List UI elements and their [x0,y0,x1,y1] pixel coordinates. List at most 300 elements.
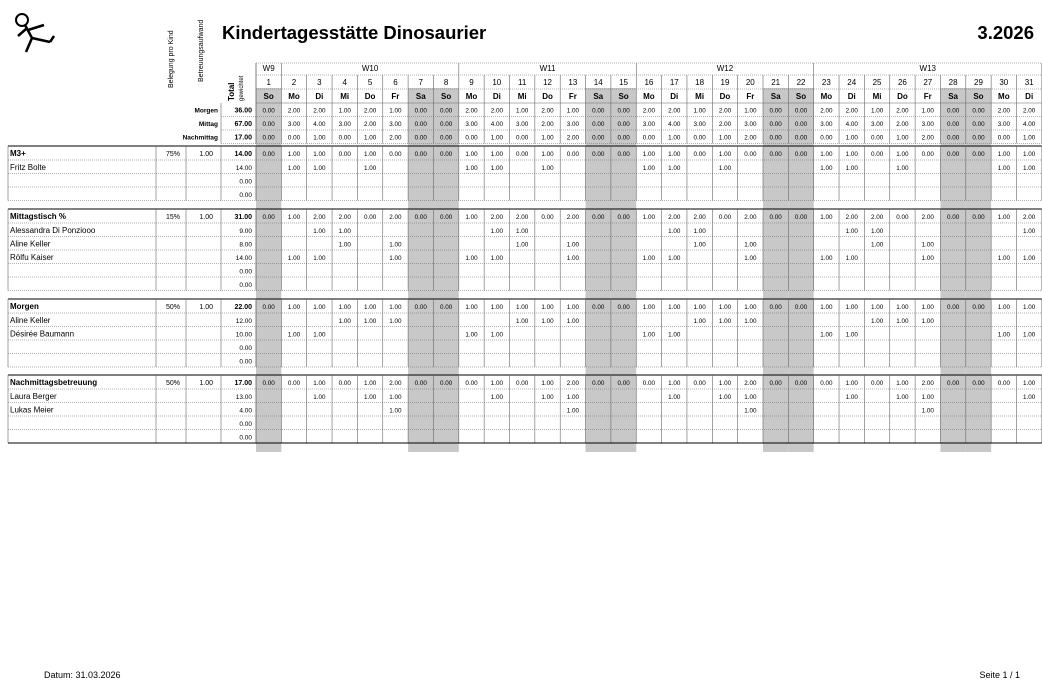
section-value: 0.00 [794,380,808,388]
weekday-label: So [795,92,807,101]
child-name: Lukas Meier [10,405,54,415]
section-value: 1.00 [541,380,554,388]
child-value: 1.00 [516,241,529,249]
day-number: 27 [923,78,933,87]
section-value: 2.00 [921,380,934,388]
section-percent: 50% [165,304,180,312]
child-value: 1.00 [693,227,706,235]
summary-value: 0.00 [465,134,478,142]
child-value: 1.00 [389,317,402,325]
summary-value: 3.00 [820,121,833,128]
summary-value: 2.00 [541,121,554,128]
weekday-label: Mo [288,92,300,101]
child-value: 1.00 [718,393,732,401]
section-value: 2.00 [1023,214,1036,222]
child-value: 1.00 [896,164,909,172]
child-value: 1.00 [541,164,554,172]
child-value: 1.00 [870,241,884,249]
summary-value: 0.00 [972,134,985,142]
section-value: 0.00 [363,214,377,222]
summary-value: 0.00 [338,134,351,142]
section-value: 2.00 [516,214,529,222]
section-value: 0.00 [592,380,605,388]
weekday-label: Mo [465,92,478,101]
section-value: 2.00 [845,214,858,222]
summary-value: 1.00 [896,134,909,142]
section-value: 2.00 [870,214,884,222]
summary-value: 0.00 [820,134,833,142]
section-value: 0.00 [946,214,960,222]
summary-value: 2.00 [718,107,732,115]
summary-value: 0.00 [997,134,1010,142]
section-value: 0.00 [414,380,427,388]
section-value: 0.00 [592,151,605,159]
week-label: W10 [361,64,379,73]
child-value: 1.00 [744,317,757,325]
child-value: 1.00 [820,164,833,172]
weekday-label: Sa [770,92,781,101]
section-value: 2.00 [921,214,934,222]
child-value: 1.00 [490,331,503,339]
section-value: 0.00 [617,214,630,222]
weekend-column [788,88,813,452]
summary-value: 0.00 [262,121,275,128]
section-value: 0.00 [794,151,808,159]
section-value: 2.00 [490,214,503,222]
page-title: Kindertagesstätte Dinosaurier [222,22,487,43]
section-value: 0.00 [693,380,706,388]
child-value: 1.00 [921,241,934,249]
summary-value: 1.00 [693,107,706,115]
child-value: 1.00 [997,254,1010,262]
summary-value: 1.00 [541,134,554,142]
section-value: 0.00 [769,304,782,312]
section-title: Mittagstisch % [10,212,67,222]
section-value: 1.00 [744,304,757,312]
weekday-label: Mi [872,92,882,101]
summary-value: 1.00 [389,107,402,115]
section-value: 0.00 [870,380,884,388]
section-total: 31.00 [234,214,252,222]
belegung-header: Belegung pro Kind [168,30,175,88]
section-value: 0.00 [439,380,453,388]
section-value: 1.00 [465,214,478,222]
weekday-label: Sa [415,92,426,101]
section-value: 1.00 [668,304,681,312]
summary-value: 2.00 [363,121,377,128]
day-number: 15 [619,78,629,87]
child-total: 4.00 [239,407,252,415]
summary-value: 2.00 [820,107,833,115]
summary-value: 1.00 [338,107,351,115]
weekday-label: Mo [998,92,1010,101]
section-value: 1.00 [668,151,681,159]
section-value: 0.00 [972,214,985,222]
section-value: 0.00 [465,380,478,388]
child-value: 1.00 [566,407,580,415]
section-value: 0.00 [820,380,833,388]
section-value: 0.00 [946,151,960,159]
summary-value: 1.00 [718,134,732,142]
section-value: 1.00 [363,380,377,388]
child-value: 1.00 [668,164,681,172]
child-value: 1.00 [465,331,478,339]
week-label: W12 [716,64,734,73]
day-number: 26 [897,78,907,87]
section-value: 1.00 [896,151,909,159]
section-value: 0.00 [516,151,529,159]
child-total: 0.00 [239,420,252,428]
summary-value: 3.00 [997,121,1010,128]
day-number: 21 [771,78,781,87]
day-number: 18 [695,78,705,87]
section-value: 0.00 [769,380,782,388]
day-number: 10 [492,78,502,87]
week-label: W11 [539,64,556,73]
section-value: 0.00 [262,214,275,222]
child-value: 1.00 [465,254,478,262]
day-number: 23 [821,78,831,87]
weekday-label: So [973,92,984,101]
section-value: 0.00 [541,214,554,222]
section-value: 1.00 [718,380,732,388]
summary-value: 0.00 [592,134,605,142]
section-value: 0.00 [693,151,706,159]
section-value: 0.00 [592,304,605,312]
summary-value: 3.00 [566,121,580,128]
child-name: Aline Keller [10,315,51,325]
summary-value: 3.00 [516,121,529,128]
section-value: 1.00 [820,304,833,312]
child-value: 1.00 [313,331,326,339]
section-value: 0.00 [769,214,782,222]
child-value: 1.00 [668,254,681,262]
section-value: 1.00 [541,151,554,159]
section-value: 0.00 [338,380,351,388]
child-value: 1.00 [997,331,1010,339]
section-value: 1.00 [718,304,732,312]
summary-value: 3.00 [465,121,478,128]
weekday-label: Di [492,92,501,101]
summary-value: 0.00 [439,134,453,142]
section-value: 0.00 [338,151,351,159]
child-value: 1.00 [541,317,554,325]
summary-value: 0.00 [642,134,656,142]
summary-value: 0.00 [946,121,960,128]
summary-value: 4.00 [490,121,503,128]
child-name: Désirée Baumann [10,329,75,339]
summary-value: 3.00 [287,121,301,128]
section-value: 0.00 [896,214,909,222]
section-value: 0.00 [718,214,732,222]
summary-value: 2.00 [363,107,377,115]
day-number: 2 [291,78,297,87]
section-value: 1.00 [338,304,351,312]
section-percent: 50% [165,380,180,388]
section-total: 14.00 [234,151,252,159]
day-number: 4 [342,78,347,87]
section-value: 1.00 [642,214,656,222]
weekday-label: Mo [643,92,655,101]
weekend-column [433,88,458,452]
section-value: 1.00 [566,304,580,312]
summary-value: 1.00 [744,107,757,115]
section-value: 0.00 [617,151,630,159]
summary-value: 0.00 [972,107,985,115]
section-factor: 1.00 [199,151,213,159]
total-header: Total [227,82,236,101]
section-value: 1.00 [845,151,858,159]
section-value: 1.00 [820,214,833,222]
child-value: 1.00 [516,227,529,235]
summary-value: 0.00 [414,121,427,128]
summary-value: 2.00 [921,134,934,142]
section-value: 1.00 [389,304,402,312]
summary-value: 0.00 [592,107,605,115]
summary-value: 0.00 [287,134,301,142]
weekday-label: Sa [593,92,604,101]
child-value: 1.00 [693,317,706,325]
footer-date: Datum: 31.03.2026 [44,670,121,680]
section-value: 0.00 [566,151,580,159]
section-value: 1.00 [287,151,301,159]
child-value: 1.00 [820,254,833,262]
child-value: 1.00 [744,393,757,401]
section-value: 0.00 [262,380,275,388]
section-value: 1.00 [997,151,1010,159]
day-number: 14 [593,78,603,87]
child-value: 1.00 [642,254,656,262]
section-value: 0.00 [262,304,275,312]
summary-value: 2.00 [490,107,503,115]
child-total: 0.00 [239,178,252,186]
section-value: 2.00 [566,380,580,388]
section-total: 17.00 [234,380,252,388]
child-value: 1.00 [921,407,934,415]
section-value: 1.00 [997,304,1010,312]
child-value: 1.00 [287,164,301,172]
section-value: 2.00 [313,214,326,222]
section-value: 1.00 [1023,151,1036,159]
section-value: 1.00 [313,151,326,159]
child-name: Fritz Bolte [10,162,47,172]
weekend-column [408,88,433,452]
child-value: 1.00 [845,227,858,235]
section-title: Nachmittagsbetreuung [10,378,98,388]
child-value: 1.00 [642,331,656,339]
summary-value: 2.00 [566,134,580,142]
section-value: 1.00 [490,151,503,159]
child-value: 1.00 [566,241,580,249]
section-title: M3+ [10,149,26,159]
child-value: 1.00 [1023,164,1036,172]
day-number: 29 [974,78,983,87]
summary-value: 0.00 [262,107,275,115]
summary-total: 67.00 [234,121,252,128]
summary-value: 0.00 [693,134,706,142]
weekday-label: Sa [948,92,959,101]
section-value: 1.00 [718,151,732,159]
section-value: 0.00 [642,380,656,388]
section-value: 1.00 [1023,380,1036,388]
summary-value: 2.00 [896,107,909,115]
child-total: 14.00 [235,254,252,262]
child-value: 1.00 [490,227,503,235]
child-value: 1.00 [642,164,656,172]
summary-value: 4.00 [313,121,326,128]
summary-value: 2.00 [541,107,554,115]
section-value: 2.00 [693,214,706,222]
child-value: 1.00 [490,393,503,401]
section-value: 1.00 [845,380,858,388]
weekday-label: Mi [340,92,350,101]
section-value: 1.00 [668,380,681,388]
child-value: 1.00 [363,317,377,325]
child-value: 1.00 [845,164,858,172]
weekday-label: Di [315,92,324,101]
day-number: 9 [469,78,474,87]
week-label: W13 [919,64,937,73]
section-value: 0.00 [972,380,985,388]
summary-value: 0.00 [946,134,960,142]
summary-value: 2.00 [744,134,757,142]
section-value: 2.00 [744,380,757,388]
day-number: 31 [1024,78,1034,87]
day-number: 3 [317,78,322,87]
section-value: 1.00 [997,214,1010,222]
section-value: 1.00 [870,304,884,312]
section-factor: 1.00 [199,380,213,388]
section-value: 0.00 [972,304,985,312]
day-number: 13 [568,78,578,87]
child-value: 1.00 [338,227,351,235]
summary-value: 0.00 [617,107,630,115]
summary-value: 2.00 [668,107,681,115]
child-value: 1.00 [693,241,706,249]
summary-value: 3.00 [744,121,757,128]
summary-value: 2.00 [642,107,656,115]
section-value: 1.00 [363,304,377,312]
summary-value: 2.00 [1023,107,1036,115]
child-name: Rölfu Kaiser [10,252,54,262]
summary-value: 3.00 [338,121,351,128]
summary-value: 1.00 [566,107,580,115]
summary-value: 3.00 [921,121,934,128]
section-value: 1.00 [921,304,934,312]
child-value: 1.00 [921,317,934,325]
section-value: 1.00 [465,304,478,312]
section-value: 0.00 [439,214,453,222]
section-value: 0.00 [946,304,960,312]
section-value: 0.00 [516,380,529,388]
summary-value: 0.00 [516,134,529,142]
child-value: 1.00 [668,331,681,339]
summary-value: 0.00 [439,121,453,128]
child-total: 13.00 [235,393,252,401]
child-total: 9.00 [239,227,252,235]
child-value: 1.00 [845,254,858,262]
section-title: Morgen [10,302,39,312]
section-value: 1.00 [642,151,656,159]
summary-value: 2.00 [845,107,858,115]
day-number: 5 [367,78,373,87]
day-number: 11 [518,78,527,87]
child-value: 1.00 [287,254,301,262]
weekday-label: Fr [746,92,755,101]
period-label: 3.2026 [977,22,1034,43]
child-value: 1.00 [363,164,377,172]
child-value: 1.00 [313,227,326,235]
section-value: 1.00 [896,304,909,312]
summary-value: 2.00 [718,121,732,128]
summary-value: 1.00 [363,134,377,142]
section-factor: 1.00 [199,304,213,312]
summary-total: 36.00 [234,107,252,115]
child-total: 0.00 [239,191,252,199]
stick-figure-logo [10,12,60,58]
summary-value: 2.00 [389,134,402,142]
section-value: 0.00 [972,151,985,159]
child-value: 1.00 [997,164,1010,172]
section-value: 0.00 [287,380,301,388]
day-number: 16 [644,78,654,87]
summary-value: 0.00 [592,121,605,128]
section-value: 2.00 [338,214,351,222]
weekday-label: Fr [923,92,932,101]
weekday-label: Fr [568,92,577,101]
child-value: 1.00 [921,393,934,401]
summary-label: Morgen [194,107,218,115]
section-value: 0.00 [744,151,757,159]
section-value: 0.00 [997,380,1010,388]
section-value: 2.00 [668,214,681,222]
weekday-label: Do [897,92,908,101]
summary-value: 2.00 [313,107,326,115]
day-number: 12 [543,78,552,87]
summary-value: 3.00 [642,121,656,128]
weekday-label: So [441,92,452,101]
child-value: 1.00 [744,407,757,415]
child-value: 1.00 [541,393,554,401]
summary-value: 0.00 [769,107,782,115]
child-value: 1.00 [1023,393,1036,401]
child-value: 1.00 [490,164,503,172]
section-value: 2.00 [744,214,757,222]
section-value: 0.00 [617,304,630,312]
section-percent: 75% [165,151,180,159]
section-value: 0.00 [439,304,453,312]
summary-value: 1.00 [870,107,884,115]
attendance-table [8,60,1038,460]
summary-value: 1.00 [490,134,503,142]
section-value: 1.00 [642,304,656,312]
child-total: 0.00 [239,434,252,442]
summary-value: 0.00 [262,134,275,142]
summary-value: 1.00 [845,134,858,142]
section-value: 1.00 [490,380,503,388]
section-value: 2.00 [566,214,580,222]
footer-page: Seite 1 / 1 [979,670,1020,680]
day-number: 30 [999,78,1009,87]
child-value: 1.00 [287,331,301,339]
weekend-column [966,88,991,452]
summary-value: 0.00 [972,121,985,128]
day-number: 6 [393,78,398,87]
weekend-column [611,88,636,452]
section-value: 0.00 [870,151,884,159]
day-number: 19 [720,78,730,87]
section-value: 1.00 [820,151,833,159]
